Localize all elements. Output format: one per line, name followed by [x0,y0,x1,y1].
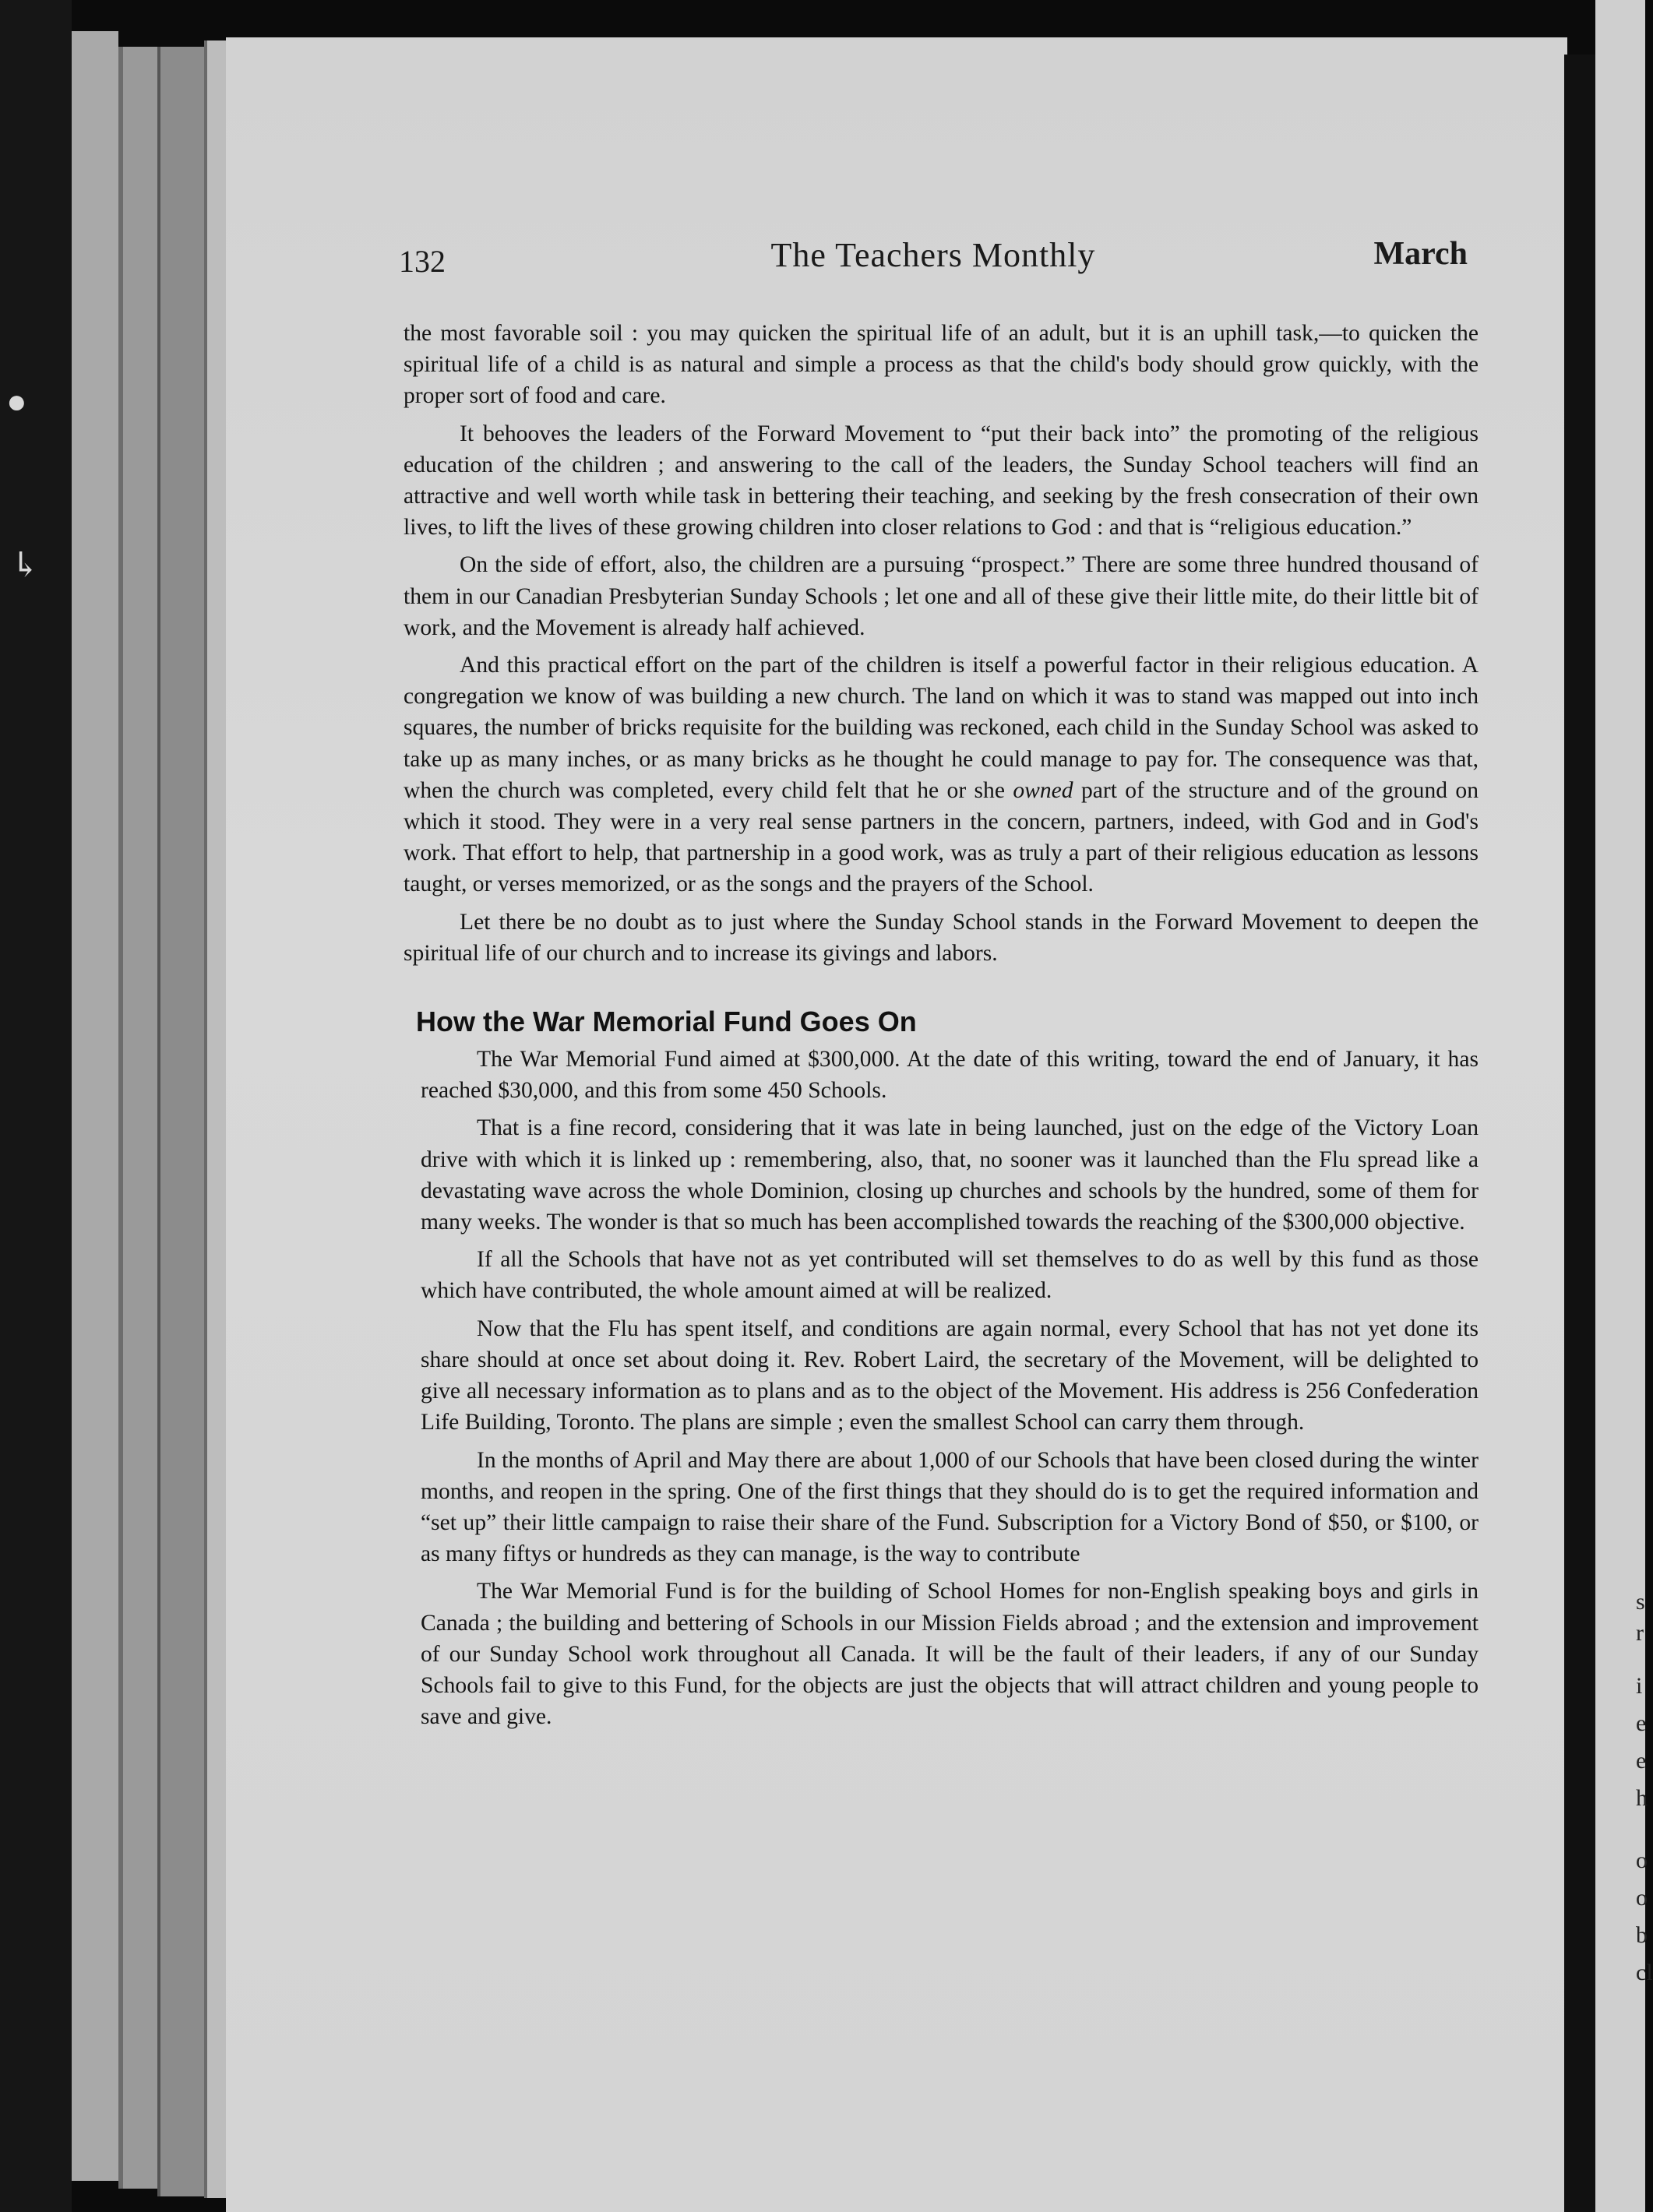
paragraph-text: part of the structure and of the ground on which it stood. They were in a very real sense partners in the concern, partners, indeed, with God and in God's work. That effort to help, that partnership in a good work, was as truly a part of their religious education as lessons taught, or verses memorized, or as the songs and the prayers of the School. [404,777,1479,897]
page-stack-edge [157,47,207,2196]
facing-page-letter: cl [1636,1960,1653,1985]
page-stack-edge [72,31,118,2181]
facing-page-letter: e [1636,1748,1647,1773]
paragraph: On the side of effort, also, the children are a pursuing “prospect.” There are some three hundred thousand of them in our Canadian Presbyterian Sunday Schools ; let one and all of these give their little mite, do their little bit of work, and the Movement is already half achieved. [404,552,1479,640]
running-head [399,232,1468,287]
facing-page-letter: r [1636,1620,1644,1646]
paragraph: Let there be no doubt as to just where the Sunday School stands in the Forward Movement to deepen the spiritual life of our church and to increase its givings and labors. [404,909,1479,966]
paragraph: Now that the Flu has spent itself, and conditions are again normal, every School that has not yet done its share should at once set about doing it. Rev. Robert Laird, the secretary of the Movement, will be delighted to give all necessary information as to plans and as to the object of the Movement. His address is 256 Confederation Life Building, Toronto. The plans are simple ; even the smallest School can carry them through. [421,1316,1479,1435]
paragraph: In the months of April and May there are about 1,000 of our Schools that have been closed during the winter months, and reopen in the spring. One of the first things that they should do is to get the required information and “set up” their little campaign to raise their share of the Fund. Subscription for a Victory Bond of $50, or $100, or as many fiftys or hundreds as they can manage, is the way to contribute [421,1447,1479,1567]
section-heading: How the War Memorial Fund Goes On [416,1006,917,1038]
emphasized-word: owned [1013,777,1073,803]
paragraph [404,650,1479,900]
paragraph: It behooves the leaders of the Forward Movement to “put their back into” the promoting of the religious education of the children ; and answering to the call of the leaders, the Sunday School teachers will find an attractive and well worth while task in bettering their teaching, and seeking by the fresh consecration of their own lives, to lift the lives of these growing children into closer relations to God : and that is “religious education.” [404,421,1479,541]
facing-page-letter: i [1636,1673,1643,1699]
issue-month: March [1373,236,1468,272]
facing-page-letter: e [1636,1710,1647,1736]
paragraph: The War Memorial Fund is for the building of School Homes for non-English speaking boys and girls in Canada ; the building and bettering of Schools in our Mission Fields abroad ; and the extension and improvement of our Sunday School work throughout all Canada. It will be the fault of their leaders, if any of our Sunday Schools fail to give to this Fund, for the objects are just the objects that will attract children and young people to save and give. [421,1579,1479,1730]
facing-page-letter: o [1636,1885,1648,1911]
facing-page-letter: b [1636,1922,1648,1948]
facing-page-letter: h [1636,1785,1648,1811]
facing-page-edge [1595,0,1645,2212]
article-body [404,318,1479,1738]
paragraph: The War Memorial Fund aimed at $300,000. At the date of this writing, toward the end of January, it has reached $30,000, and this from some 450 Schools. [421,1047,1479,1104]
section-body [404,1044,1479,1732]
facing-page-letter: s [1636,1589,1645,1615]
edge-speck: ↳ [11,546,40,584]
paragraph-text: And this practical effort on the part of the children is itself a powerful factor in their religious education. A congregation we know of was building a new church. The land on which it was to stand was mapped out into inch squares, the number of bricks requisite for the building was reckoned, each child in the Sunday School was asked to take up as many inches, or as many bricks as he thought he could manage to pay for. The consequence was that, when the church was completed, every child felt that he or she [404,653,1479,803]
book-gutter [1564,55,1595,2212]
scan-left-margin [0,0,72,2212]
page-number: 132 [399,244,446,279]
facing-page-letter: o [1636,1847,1648,1873]
paragraph: If all the Schools that have not as yet contributed will set themselves to do as well by this fund as those which have contributed, the whole amount aimed at will be realized. [421,1247,1479,1304]
paragraph: That is a fine record, considering that it was late in being launched, just on the edge of the Victory Loan drive with which it is linked up : remembering, also, that, no sooner was it launched than the Flu spread like a devastating wave across the whole Dominion, closing up churches and schools by the hundred, some of them for many weeks. The wonder is that so much has been accomplished towards the reaching of the $300,000 objective. [421,1115,1479,1235]
page-stack-edge [118,47,162,2189]
journal-title: The Teachers Monthly [770,236,1096,274]
edge-speck: ● [6,382,27,421]
paragraph: the most favorable soil : you may quicken the spiritual life of an adult, but it is an uphill task,—to quicken the spiritual life of a child is as natural and simple a process as that the child's body should grow quickly, with the proper sort of food and care. [404,321,1479,409]
